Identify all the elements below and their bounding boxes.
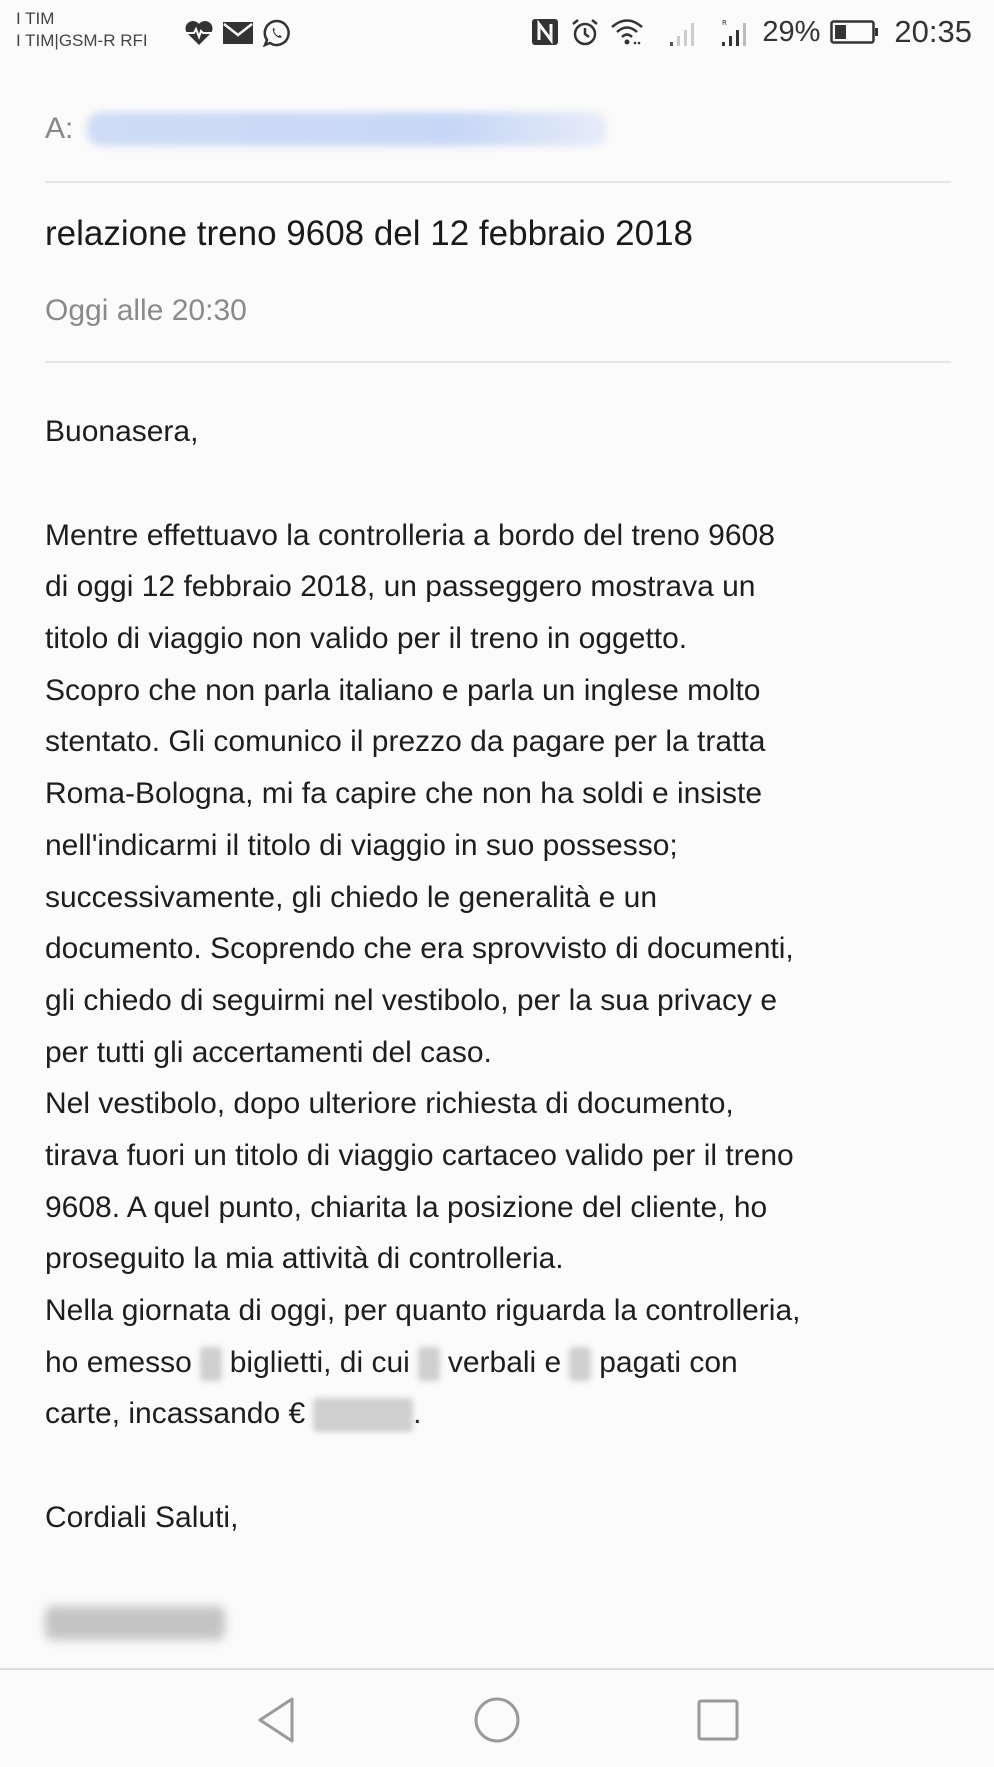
stats-text-1: ho emesso [45, 1345, 192, 1379]
battery-icon [830, 19, 880, 45]
status-bar [0, 0, 994, 66]
home-circle-icon [472, 1695, 522, 1745]
subject-divider [45, 361, 951, 363]
recents-square-icon [695, 1697, 741, 1743]
notification-icons [184, 18, 292, 48]
body-line: Scopro che non parla italiano e parla un inglese molto [45, 673, 761, 707]
signature-line [45, 1596, 965, 1648]
body-line: Nel vestibolo, dopo ulteriore richiesta di documento, [45, 1087, 734, 1121]
body-line: proseguito la mia attività di controlleria. [45, 1242, 564, 1276]
carrier-info [16, 8, 148, 52]
stats-text-4: pagati con [599, 1345, 738, 1379]
body-line: Nella giornata di oggi, per quanto riguarda la controlleria, [45, 1294, 801, 1327]
body-line: Roma-Bologna, mi fa capire che non ha soldi e insiste [45, 777, 763, 811]
stats-text-3: verbali e [447, 1345, 562, 1379]
email-subject: relazione treno 9608 del 12 febbraio 2018 [45, 214, 693, 253]
recipient-row [45, 104, 607, 154]
mail-icon [222, 21, 254, 45]
closing: Cordiali Saluti, [45, 1501, 239, 1535]
body-line: tirava fuori un titolo di viaggio cartaceo valido per il treno [45, 1138, 794, 1172]
carrier-line-1: I TIM [16, 9, 55, 28]
whatsapp-icon [262, 18, 292, 48]
body-line: documento. Scoprendo che era sprovvisto di documenti, [45, 932, 794, 966]
amount-text-2: . [413, 1397, 422, 1431]
alarm-icon [570, 17, 600, 47]
body-line: di oggi 12 febbraio 2018, un passeggero mostrava un [45, 570, 756, 604]
greeting: Buonasera, [45, 415, 199, 448]
wifi-icon [610, 17, 644, 47]
amount-line [45, 1388, 965, 1440]
amount-text-1: carte, incassando € [45, 1397, 306, 1431]
back-triangle-icon [254, 1695, 298, 1745]
battery-percent: 29% [762, 15, 821, 48]
body-line: successivamente, gli chiedo le generalità e un [45, 880, 658, 914]
signal-icon-1 [668, 17, 700, 47]
heart-rate-icon [184, 20, 214, 46]
signature-redacted [45, 1606, 225, 1640]
redacted-ticket-count [200, 1347, 222, 1381]
stats-line [45, 1337, 965, 1389]
body-line: titolo di viaggio non valido per il treno in oggetto. [45, 622, 688, 656]
header-divider [45, 181, 951, 183]
email-body [45, 406, 965, 1647]
recents-button[interactable] [690, 1692, 746, 1748]
navigation-bar [0, 1668, 994, 1767]
svg-text:R: R [722, 19, 728, 27]
signal-icon-2-roaming [720, 17, 752, 47]
body-line: Mentre effettuavo la controlleria a bordo del treno 9608 [45, 518, 775, 552]
system-status [530, 14, 972, 50]
to-label: A: [45, 112, 74, 145]
home-button[interactable] [469, 1692, 525, 1748]
body-line: 9608. A quel punto, chiarita la posizione del cliente, ho [45, 1190, 768, 1224]
body-line: nell'indicarmi il titolo di viaggio in suo possesso; [45, 828, 678, 862]
recipient-address-redacted[interactable] [87, 112, 607, 146]
redacted-card-count [569, 1347, 591, 1381]
body-line: per tutti gli accertamenti del caso. [45, 1035, 492, 1069]
email-date: Oggi alle 20:30 [45, 294, 247, 327]
redacted-fine-count [418, 1347, 440, 1381]
body-line: gli chiedo di seguirmi nel vestibolo, per la sua privacy e [45, 983, 778, 1017]
stats-text-2: biglietti, di cui [229, 1345, 410, 1379]
nfc-icon [530, 17, 560, 47]
back-button[interactable] [248, 1692, 304, 1748]
redacted-amount [313, 1398, 413, 1432]
carrier-line-2: I TIM|GSM-R RFI [16, 31, 148, 50]
status-clock: 20:35 [894, 14, 972, 49]
body-line: stentato. Gli comunico il prezzo da pagare per la tratta [45, 725, 766, 759]
